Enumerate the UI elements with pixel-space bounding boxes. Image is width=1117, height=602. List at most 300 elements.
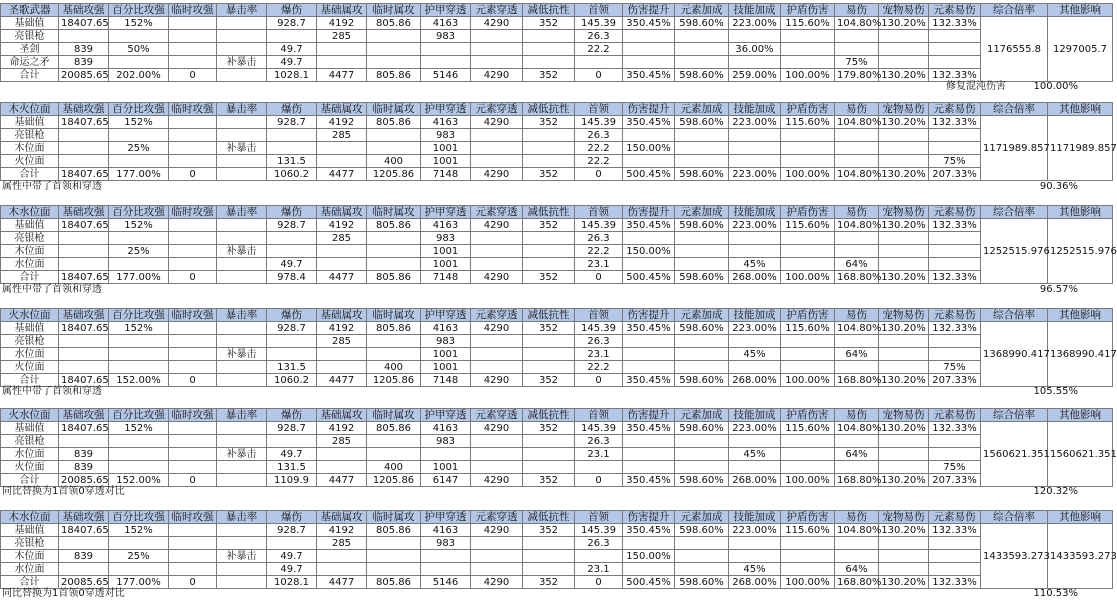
table-cell[interactable]: 4163 [421, 322, 471, 335]
table-cell[interactable]: 223.00% [729, 116, 781, 129]
table-cell[interactable] [169, 258, 217, 271]
table-cell[interactable]: 18407.65 [59, 168, 109, 181]
header-cell[interactable]: 暴击率 [217, 103, 267, 116]
table-cell[interactable] [781, 155, 835, 168]
table-cell[interactable]: 100.00% [781, 168, 835, 181]
row-label-cell[interactable]: 火位面 [1, 155, 59, 168]
table-cell[interactable]: 152% [109, 524, 169, 537]
table-cell[interactable]: 4163 [421, 17, 471, 30]
table-cell[interactable] [623, 232, 675, 245]
row-label-cell[interactable]: 水位面 [1, 448, 59, 461]
table-cell[interactable]: 0 [575, 374, 623, 387]
table-cell[interactable] [217, 422, 267, 435]
table-cell[interactable] [623, 348, 675, 361]
table-cell[interactable]: 补暴击 [217, 245, 267, 258]
table-cell[interactable] [879, 435, 929, 448]
table-cell[interactable]: 45% [729, 258, 781, 271]
table-cell[interactable]: 4290 [471, 17, 523, 30]
table-cell[interactable] [169, 348, 217, 361]
table-cell[interactable]: 0 [169, 576, 217, 589]
table-cell[interactable] [217, 168, 267, 181]
header-cell[interactable]: 综合倍率 [981, 511, 1048, 524]
table-cell[interactable]: 130.20% [879, 524, 929, 537]
table-cell[interactable]: 23.1 [575, 448, 623, 461]
table-cell[interactable] [675, 155, 729, 168]
table-cell[interactable] [109, 129, 169, 142]
table-cell[interactable] [217, 43, 267, 56]
table-cell[interactable]: 115.60% [781, 116, 835, 129]
table-cell[interactable] [367, 245, 421, 258]
table-cell[interactable] [675, 348, 729, 361]
table-cell[interactable]: 20085.65 [59, 576, 109, 589]
table-cell[interactable] [523, 245, 575, 258]
header-cell[interactable]: 元素易伤 [929, 309, 981, 322]
table-cell[interactable]: 598.60% [675, 168, 729, 181]
table-cell[interactable]: 45% [729, 348, 781, 361]
table-cell[interactable] [929, 30, 981, 43]
table-cell[interactable] [675, 563, 729, 576]
table-cell[interactable]: 928.7 [267, 219, 317, 232]
table-cell[interactable] [879, 448, 929, 461]
table-cell[interactable]: 983 [421, 335, 471, 348]
header-cell[interactable]: 基础攻强 [59, 309, 109, 322]
table-cell[interactable] [59, 30, 109, 43]
table-cell[interactable] [367, 43, 421, 56]
table-cell[interactable]: 805.86 [367, 219, 421, 232]
header-cell[interactable]: 暴击率 [217, 409, 267, 422]
table-cell[interactable]: 20085.65 [59, 474, 109, 487]
header-cell[interactable]: 护盾伤害 [781, 4, 835, 17]
table-cell[interactable]: 104.80% [835, 322, 879, 335]
header-cell[interactable]: 元素易伤 [929, 511, 981, 524]
header-cell[interactable]: 圣歌武器 [1, 4, 59, 17]
table-cell[interactable] [317, 361, 367, 374]
table-cell[interactable]: 202.00% [109, 69, 169, 82]
table-cell[interactable]: 18407.65 [59, 271, 109, 284]
table-cell[interactable] [217, 461, 267, 474]
table-cell[interactable]: 1001 [421, 348, 471, 361]
table-cell[interactable] [835, 30, 879, 43]
table-cell[interactable] [59, 537, 109, 550]
row-label-cell[interactable]: 合计 [1, 69, 59, 82]
table-cell[interactable] [471, 435, 523, 448]
table-cell[interactable] [623, 30, 675, 43]
row-label-cell[interactable]: 命运之矛 [1, 56, 59, 69]
table-cell[interactable]: 350.45% [623, 116, 675, 129]
header-cell[interactable]: 护甲穿透 [421, 511, 471, 524]
table-cell[interactable]: 1001 [421, 361, 471, 374]
table-cell[interactable] [471, 43, 523, 56]
header-cell[interactable]: 基础属攻 [317, 4, 367, 17]
table-cell[interactable] [367, 335, 421, 348]
table-cell[interactable]: 130.20% [879, 474, 929, 487]
table-cell[interactable] [367, 448, 421, 461]
header-cell[interactable]: 护盾伤害 [781, 511, 835, 524]
table-cell[interactable] [879, 335, 929, 348]
table-cell[interactable] [523, 435, 575, 448]
table-cell[interactable] [471, 448, 523, 461]
table-cell[interactable] [675, 537, 729, 550]
table-cell[interactable] [623, 335, 675, 348]
block-note-text[interactable]: 同比替换为1首领0穿透对比 [2, 486, 125, 497]
table-cell[interactable] [523, 335, 575, 348]
header-cell[interactable]: 减低抗性 [523, 409, 575, 422]
row-label-cell[interactable]: 火位面 [1, 361, 59, 374]
table-cell[interactable]: 20085.65 [59, 69, 109, 82]
header-cell[interactable]: 百分比攻强 [109, 409, 169, 422]
header-cell[interactable]: 临时属攻 [367, 4, 421, 17]
header-cell[interactable]: 元素穿透 [471, 206, 523, 219]
table-cell[interactable]: 0 [169, 374, 217, 387]
table-cell[interactable] [59, 245, 109, 258]
header-cell[interactable]: 首领 [575, 103, 623, 116]
header-cell[interactable]: 暴击率 [217, 206, 267, 219]
table-cell[interactable]: 400 [367, 155, 421, 168]
table-cell[interactable] [835, 361, 879, 374]
total-multiplier-cell[interactable]: 1368990.417 [981, 322, 1048, 387]
row-label-cell[interactable]: 圣剑 [1, 43, 59, 56]
table-cell[interactable]: 130.20% [879, 168, 929, 181]
table-cell[interactable] [781, 335, 835, 348]
table-cell[interactable]: 805.86 [367, 69, 421, 82]
table-cell[interactable] [781, 448, 835, 461]
table-cell[interactable]: 4477 [317, 474, 367, 487]
table-cell[interactable]: 805.86 [367, 116, 421, 129]
header-cell[interactable]: 基础属攻 [317, 511, 367, 524]
table-cell[interactable] [623, 129, 675, 142]
table-cell[interactable]: 168.80% [835, 474, 879, 487]
row-label-cell[interactable]: 合计 [1, 474, 59, 487]
table-cell[interactable] [781, 43, 835, 56]
table-cell[interactable] [471, 258, 523, 271]
header-cell[interactable]: 爆伤 [267, 103, 317, 116]
table-cell[interactable] [879, 245, 929, 258]
table-cell[interactable]: 350.45% [623, 17, 675, 30]
table-cell[interactable]: 132.33% [929, 69, 981, 82]
header-cell[interactable]: 元素穿透 [471, 103, 523, 116]
table-cell[interactable]: 598.60% [675, 69, 729, 82]
table-cell[interactable] [623, 155, 675, 168]
table-cell[interactable]: 152% [109, 322, 169, 335]
table-cell[interactable]: 130.20% [879, 219, 929, 232]
header-cell[interactable]: 技能加成 [729, 511, 781, 524]
table-cell[interactable]: 928.7 [267, 17, 317, 30]
table-cell[interactable]: 23.1 [575, 348, 623, 361]
table-cell[interactable] [267, 435, 317, 448]
table-cell[interactable] [675, 30, 729, 43]
table-cell[interactable]: 5146 [421, 576, 471, 589]
table-cell[interactable]: 22.2 [575, 245, 623, 258]
table-cell[interactable] [675, 43, 729, 56]
header-cell[interactable]: 木水位面 [1, 511, 59, 524]
header-cell[interactable]: 易伤 [835, 309, 879, 322]
table-cell[interactable] [59, 348, 109, 361]
row-label-cell[interactable]: 木位面 [1, 142, 59, 155]
table-cell[interactable]: 131.5 [267, 461, 317, 474]
header-cell[interactable]: 护盾伤害 [781, 409, 835, 422]
table-cell[interactable] [729, 461, 781, 474]
table-cell[interactable]: 598.60% [675, 219, 729, 232]
table-cell[interactable]: 598.60% [675, 116, 729, 129]
table-cell[interactable] [729, 155, 781, 168]
table-cell[interactable] [729, 537, 781, 550]
table-cell[interactable]: 4290 [471, 576, 523, 589]
table-cell[interactable] [471, 245, 523, 258]
table-cell[interactable] [729, 361, 781, 374]
table-cell[interactable] [675, 448, 729, 461]
header-cell[interactable]: 元素加成 [675, 103, 729, 116]
row-label-cell[interactable]: 合计 [1, 168, 59, 181]
table-cell[interactable]: 177.00% [109, 271, 169, 284]
table-cell[interactable]: 130.20% [879, 322, 929, 335]
table-cell[interactable]: 168.80% [835, 576, 879, 589]
table-cell[interactable] [879, 348, 929, 361]
table-cell[interactable] [421, 56, 471, 69]
table-cell[interactable] [675, 258, 729, 271]
block-note-text[interactable]: 属性中带了首领和穿透 [2, 386, 102, 397]
table-cell[interactable]: 64% [835, 563, 879, 576]
table-cell[interactable]: 1001 [421, 142, 471, 155]
header-cell[interactable]: 减低抗性 [523, 206, 575, 219]
table-cell[interactable]: 26.3 [575, 129, 623, 142]
table-cell[interactable] [929, 435, 981, 448]
table-cell[interactable]: 152.00% [109, 374, 169, 387]
table-cell[interactable] [217, 17, 267, 30]
table-cell[interactable]: 223.00% [729, 524, 781, 537]
table-cell[interactable]: 839 [59, 461, 109, 474]
table-cell[interactable]: 1060.2 [267, 374, 317, 387]
table-cell[interactable]: 268.00% [729, 474, 781, 487]
table-cell[interactable]: 168.80% [835, 374, 879, 387]
table-cell[interactable] [109, 335, 169, 348]
row-label-cell[interactable]: 基础值 [1, 17, 59, 30]
header-cell[interactable]: 其他影响 [1048, 309, 1113, 322]
table-cell[interactable] [675, 461, 729, 474]
table-cell[interactable] [367, 550, 421, 563]
table-cell[interactable] [675, 335, 729, 348]
row-label-cell[interactable]: 亮银枪 [1, 335, 59, 348]
table-cell[interactable] [421, 550, 471, 563]
table-cell[interactable]: 207.33% [929, 474, 981, 487]
table-cell[interactable]: 259.00% [729, 69, 781, 82]
table-cell[interactable]: 75% [929, 155, 981, 168]
table-cell[interactable]: 49.7 [267, 550, 317, 563]
block-note-text[interactable]: 同比替换为1首领0穿透对比 [2, 588, 125, 599]
table-cell[interactable]: 145.39 [575, 322, 623, 335]
table-cell[interactable]: 4477 [317, 168, 367, 181]
table-cell[interactable]: 839 [59, 43, 109, 56]
table-cell[interactable]: 207.33% [929, 168, 981, 181]
table-cell[interactable]: 131.5 [267, 361, 317, 374]
table-cell[interactable]: 26.3 [575, 435, 623, 448]
table-cell[interactable]: 352 [523, 116, 575, 129]
table-cell[interactable]: 补暴击 [217, 448, 267, 461]
header-cell[interactable]: 首领 [575, 206, 623, 219]
table-cell[interactable] [317, 448, 367, 461]
table-cell[interactable] [675, 142, 729, 155]
table-cell[interactable]: 223.00% [729, 322, 781, 335]
table-cell[interactable]: 132.33% [929, 322, 981, 335]
table-cell[interactable] [729, 335, 781, 348]
table-cell[interactable] [781, 258, 835, 271]
table-cell[interactable] [367, 30, 421, 43]
table-cell[interactable]: 100.00% [781, 576, 835, 589]
table-cell[interactable]: 400 [367, 461, 421, 474]
table-cell[interactable]: 130.20% [879, 422, 929, 435]
table-cell[interactable]: 223.00% [729, 17, 781, 30]
table-cell[interactable] [471, 348, 523, 361]
table-cell[interactable]: 352 [523, 69, 575, 82]
table-cell[interactable] [267, 129, 317, 142]
table-cell[interactable]: 1205.86 [367, 374, 421, 387]
table-cell[interactable]: 4192 [317, 524, 367, 537]
table-cell[interactable] [169, 537, 217, 550]
header-cell[interactable]: 临时攻强 [169, 409, 217, 422]
table-cell[interactable]: 285 [317, 335, 367, 348]
table-cell[interactable] [729, 232, 781, 245]
table-cell[interactable]: 4163 [421, 219, 471, 232]
table-cell[interactable] [675, 361, 729, 374]
table-cell[interactable]: 130.20% [879, 374, 929, 387]
table-cell[interactable]: 350.45% [623, 474, 675, 487]
table-cell[interactable]: 839 [59, 550, 109, 563]
table-cell[interactable]: 补暴击 [217, 348, 267, 361]
table-cell[interactable]: 132.33% [929, 422, 981, 435]
block-note-percent[interactable]: 110.53% [1033, 588, 1078, 599]
table-cell[interactable]: 983 [421, 435, 471, 448]
table-cell[interactable]: 4477 [317, 69, 367, 82]
table-cell[interactable]: 100.00% [781, 374, 835, 387]
table-cell[interactable]: 补暴击 [217, 56, 267, 69]
table-cell[interactable] [169, 550, 217, 563]
table-cell[interactable]: 49.7 [267, 563, 317, 576]
table-cell[interactable]: 7148 [421, 271, 471, 284]
table-cell[interactable] [879, 30, 929, 43]
table-cell[interactable]: 0 [575, 474, 623, 487]
table-cell[interactable] [781, 142, 835, 155]
table-cell[interactable]: 18407.65 [59, 219, 109, 232]
table-cell[interactable]: 104.80% [835, 17, 879, 30]
total-multiplier-cell[interactable]: 1252515.976 [981, 219, 1048, 284]
header-cell[interactable]: 首领 [575, 409, 623, 422]
table-cell[interactable] [169, 155, 217, 168]
table-cell[interactable]: 132.33% [929, 116, 981, 129]
table-cell[interactable]: 25% [109, 550, 169, 563]
header-cell[interactable]: 首领 [575, 511, 623, 524]
table-cell[interactable]: 978.4 [267, 271, 317, 284]
table-cell[interactable] [169, 435, 217, 448]
header-cell[interactable]: 百分比攻强 [109, 511, 169, 524]
table-cell[interactable] [623, 448, 675, 461]
table-cell[interactable]: 4290 [471, 116, 523, 129]
table-cell[interactable]: 22.2 [575, 155, 623, 168]
table-cell[interactable] [59, 129, 109, 142]
row-label-cell[interactable]: 亮银枪 [1, 30, 59, 43]
table-cell[interactable]: 268.00% [729, 271, 781, 284]
table-cell[interactable] [929, 258, 981, 271]
table-cell[interactable]: 1001 [421, 461, 471, 474]
table-cell[interactable]: 0 [169, 168, 217, 181]
table-cell[interactable] [623, 435, 675, 448]
table-cell[interactable]: 100.00% [781, 69, 835, 82]
table-cell[interactable]: 49.7 [267, 56, 317, 69]
row-label-cell[interactable]: 木位面 [1, 245, 59, 258]
table-cell[interactable]: 1001 [421, 245, 471, 258]
table-cell[interactable] [267, 348, 317, 361]
table-cell[interactable] [471, 142, 523, 155]
header-cell[interactable]: 临时攻强 [169, 309, 217, 322]
table-cell[interactable] [109, 537, 169, 550]
table-cell[interactable] [929, 335, 981, 348]
table-cell[interactable]: 115.60% [781, 17, 835, 30]
table-cell[interactable] [929, 245, 981, 258]
block-note-percent[interactable]: 120.32% [1033, 486, 1078, 497]
table-cell[interactable] [879, 258, 929, 271]
table-cell[interactable] [267, 232, 317, 245]
table-cell[interactable]: 7148 [421, 374, 471, 387]
table-cell[interactable] [317, 550, 367, 563]
total-multiplier-cell[interactable]: 1560621.351 [981, 422, 1048, 487]
table-cell[interactable] [879, 232, 929, 245]
table-cell[interactable] [575, 56, 623, 69]
header-cell[interactable]: 伤害提升 [623, 4, 675, 17]
table-cell[interactable] [267, 537, 317, 550]
table-cell[interactable]: 115.60% [781, 322, 835, 335]
header-cell[interactable]: 元素加成 [675, 309, 729, 322]
header-cell[interactable]: 元素易伤 [929, 409, 981, 422]
table-cell[interactable] [59, 258, 109, 271]
table-cell[interactable]: 598.60% [675, 271, 729, 284]
total-multiplier-cell[interactable]: 1176555.8 [981, 17, 1048, 82]
table-cell[interactable] [781, 550, 835, 563]
table-cell[interactable]: 150.00% [623, 245, 675, 258]
table-cell[interactable]: 352 [523, 168, 575, 181]
header-cell[interactable]: 技能加成 [729, 309, 781, 322]
table-cell[interactable] [879, 361, 929, 374]
table-cell[interactable]: 223.00% [729, 168, 781, 181]
table-cell[interactable]: 152% [109, 116, 169, 129]
table-cell[interactable]: 4192 [317, 116, 367, 129]
header-cell[interactable]: 护甲穿透 [421, 103, 471, 116]
table-cell[interactable]: 152% [109, 219, 169, 232]
table-cell[interactable] [523, 258, 575, 271]
header-cell[interactable]: 木火位面 [1, 103, 59, 116]
table-cell[interactable]: 4290 [471, 322, 523, 335]
header-cell[interactable]: 暴击率 [217, 511, 267, 524]
table-cell[interactable]: 7148 [421, 168, 471, 181]
table-cell[interactable] [781, 129, 835, 142]
header-cell[interactable]: 临时攻强 [169, 511, 217, 524]
table-cell[interactable] [169, 116, 217, 129]
header-cell[interactable]: 其他影响 [1048, 103, 1113, 116]
table-cell[interactable] [217, 361, 267, 374]
row-label-cell[interactable]: 基础值 [1, 524, 59, 537]
table-cell[interactable]: 928.7 [267, 524, 317, 537]
table-cell[interactable]: 0 [575, 576, 623, 589]
table-cell[interactable]: 285 [317, 537, 367, 550]
table-cell[interactable]: 104.80% [835, 524, 879, 537]
table-cell[interactable]: 150.00% [623, 142, 675, 155]
table-cell[interactable]: 145.39 [575, 17, 623, 30]
table-cell[interactable] [471, 563, 523, 576]
table-cell[interactable] [217, 155, 267, 168]
table-cell[interactable] [575, 461, 623, 474]
table-cell[interactable] [835, 537, 879, 550]
table-cell[interactable] [929, 56, 981, 69]
table-cell[interactable]: 145.39 [575, 422, 623, 435]
table-cell[interactable] [781, 435, 835, 448]
header-cell[interactable]: 基础攻强 [59, 206, 109, 219]
